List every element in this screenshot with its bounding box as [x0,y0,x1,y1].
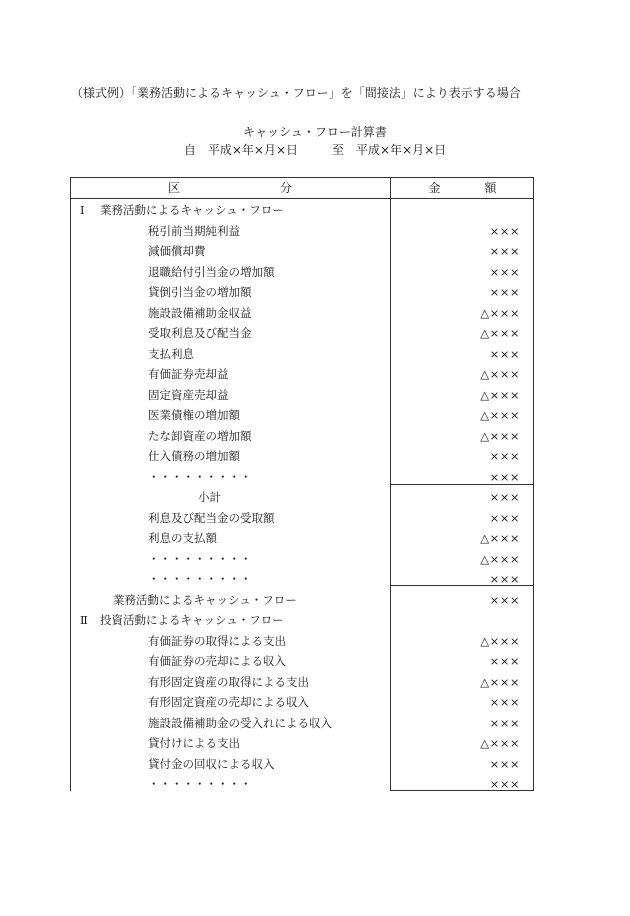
row-label-text: たな卸資産の増加額 [148,428,252,443]
period-to: 至 平成×年×月×日 [332,143,447,157]
row-label [148,774,252,795]
row-amount: △××× [480,408,520,422]
row-label [148,672,309,693]
table-row [70,282,534,303]
row-label [148,733,240,754]
category-header-char-1: 区 [167,181,180,195]
table-row [70,426,534,447]
row-label-text: ・・・・・・・・・ [148,777,252,791]
row-label [148,364,229,385]
row-amount: △××× [480,387,520,402]
row-label-text: 施設設備補助金収益 [148,305,252,320]
row-label-text: 医業債権の増加額 [148,408,240,422]
table-row [70,303,534,324]
row-label-text: 固定資産売却益 [148,387,229,402]
row-amount: △××× [480,633,520,648]
row-label [148,446,240,467]
row-label-text: 貸付けによる支出 [148,736,240,750]
row-label-text: 有価証券の取得による支出 [148,633,286,648]
row-label [148,405,240,426]
table-row [70,672,534,693]
row-amount: △××× [480,674,520,689]
row-label-text: 投資活動によるキャッシュ・フロー [100,613,284,627]
table-row [70,713,534,734]
row-label-text: 業務活動によるキャッシュ・フロー [113,592,297,607]
row-amount: ××× [489,592,520,607]
table-row [70,446,534,467]
table-row [70,733,534,754]
row-label [148,323,252,344]
table-row [70,590,534,611]
row-label-text: 退職給付引当金の増加額 [148,264,275,279]
table-row [70,262,534,283]
table-row [70,344,534,365]
row-amount: ××× [489,264,520,279]
row-label [148,569,252,590]
form-example-heading: （様式例）「業務活動によるキャッシュ・フロー」を「間接法」により表示する場合 [71,86,521,100]
row-amount: △××× [480,367,520,381]
table-row [70,774,534,795]
table-row [70,467,534,488]
row-label-text: 業務活動によるキャッシュ・フロー [100,203,284,217]
row-label [148,651,286,672]
table-row [70,200,534,221]
table-row [70,569,534,590]
row-amount: ××× [489,244,520,258]
row-label [148,282,252,303]
table-row [70,754,534,775]
row-amount: ××× [489,449,520,463]
cash-flow-rows [70,200,534,795]
row-amount: ××× [489,777,520,791]
statement-title: キャッシュ・フロー計算書 [243,125,387,139]
row-label-text: 有価証券の売却による収入 [148,654,286,668]
table-row [70,508,534,529]
table-row [70,610,534,631]
amount-header-char-2: 額 [484,181,497,195]
row-label [148,549,252,570]
table-row [70,487,534,508]
row-amount: ××× [489,654,520,668]
row-amount: ××× [489,715,520,730]
row-amount: ××× [489,346,520,361]
row-label [148,426,252,447]
category-column-header [70,178,390,198]
row-label-text: 有形固定資産の売却による収入 [148,695,309,709]
row-label-text: 仕入債務の増加額 [148,449,240,463]
row-label [148,692,309,713]
row-label-text: 減価償却費 [148,244,206,258]
row-label-text: 小計 [198,490,221,504]
row-label [148,528,217,549]
row-label [148,241,206,262]
row-label-text: 貸倒引当金の増加額 [148,285,252,299]
row-label-text: 支払利息 [148,346,194,361]
table-row [70,405,534,426]
row-label-text: ・・・・・・・・・ [148,469,252,484]
row-label [148,467,252,488]
row-amount: △××× [480,305,520,320]
row-amount: ××× [489,490,520,504]
amount-column-header [391,178,534,198]
row-amount: △××× [480,736,520,750]
table-row [70,221,534,242]
row-label [148,713,332,734]
table-row [70,241,534,262]
row-amount: △××× [480,531,520,545]
row-amount: △××× [480,428,520,443]
header-bottom-border [70,198,534,199]
row-amount: ××× [489,469,520,484]
row-amount: ××× [489,285,520,299]
section-number: Ⅱ [80,613,88,627]
row-label [148,385,229,406]
category-header-char-2: 分 [280,181,293,195]
row-label [148,303,252,324]
row-label-text: 有形固定資産の取得による支出 [148,674,309,689]
row-label [148,262,275,283]
row-label-text: 受取利息及び配当金 [148,326,252,340]
table-row [70,364,534,385]
row-label-text: ・・・・・・・・・ [148,572,252,586]
row-label [148,754,275,775]
table-row [70,631,534,652]
row-label [80,200,284,221]
table-row [70,651,534,672]
row-label-text: 利息の支払額 [148,531,217,545]
row-label [148,508,275,529]
table-row [70,323,534,344]
row-label [148,221,240,242]
section-number: Ⅰ [80,203,85,217]
row-label-text: 税引前当期純利益 [148,223,240,238]
period-from: 自 平成×年×月×日 [183,143,298,157]
row-amount: ××× [489,756,520,771]
amount-header-char-1: 金 [428,181,441,195]
table-row [70,385,534,406]
row-label-text: 貸付金の回収による収入 [148,756,275,771]
row-amount: ××× [489,572,520,586]
table-row [70,528,534,549]
row-label [198,487,221,508]
row-amount: ××× [489,510,520,525]
statement-period [0,141,630,158]
row-label [148,631,286,652]
table-row [70,692,534,713]
row-label [80,610,284,631]
row-label-text: ・・・・・・・・・ [148,551,252,566]
row-amount: △××× [480,551,520,566]
row-label [148,344,194,365]
row-amount: ××× [489,223,520,238]
row-label-text: 有価証券売却益 [148,367,229,381]
row-amount: ××× [489,695,520,709]
row-label-text: 利息及び配当金の受取額 [148,510,275,525]
row-label-text: 施設設備補助金の受入れによる収入 [148,715,332,730]
table-row [70,549,534,570]
row-label [113,590,297,611]
row-amount: △××× [480,326,520,340]
